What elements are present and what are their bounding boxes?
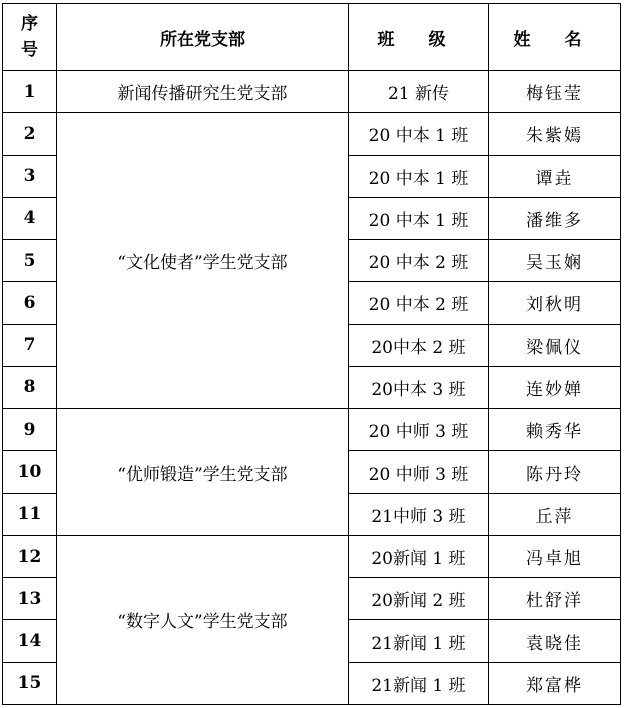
table-row [3, 71, 621, 113]
row-name: 梅钰莹 [489, 71, 621, 113]
row-name: 冯卓旭 [489, 535, 621, 577]
row-class: 20新闻 1 班 [349, 535, 489, 577]
row-class: 20 中师 3 班 [349, 409, 489, 451]
row-number: 12 [3, 535, 57, 577]
row-number: 9 [3, 409, 57, 451]
row-branch: “优师锻造”学生党支部 [57, 409, 349, 536]
row-name: 袁晓佳 [489, 620, 621, 662]
row-name: 赖秀华 [489, 409, 621, 451]
row-name: 丘萍 [489, 493, 621, 535]
row-class: 21中师 3 班 [349, 493, 489, 535]
row-number: 5 [3, 240, 57, 282]
header-class: 班 级 [349, 4, 489, 71]
row-name: 潘维多 [489, 197, 621, 239]
row-class: 21新闻 1 班 [349, 620, 489, 662]
member-table [2, 3, 621, 705]
header-index-line2: 号 [21, 40, 38, 60]
row-number: 1 [3, 71, 57, 113]
row-class: 20 中本 2 班 [349, 282, 489, 324]
table-row [3, 113, 621, 155]
row-number: 14 [3, 620, 57, 662]
row-number: 11 [3, 493, 57, 535]
row-branch: “文化使者”学生党支部 [57, 113, 349, 409]
row-class: 20中本 2 班 [349, 324, 489, 366]
header-name: 姓 名 [489, 4, 621, 71]
row-number: 8 [3, 366, 57, 408]
row-branch: “数字人文”学生党支部 [57, 535, 349, 704]
row-name: 杜舒洋 [489, 578, 621, 620]
table-row [3, 535, 621, 577]
row-name: 郑富桦 [489, 662, 621, 704]
header-branch: 所在党支部 [57, 4, 349, 71]
row-number: 3 [3, 155, 57, 197]
row-number: 10 [3, 451, 57, 493]
row-branch: 新闻传播研究生党支部 [57, 71, 349, 113]
row-name: 刘秋明 [489, 282, 621, 324]
row-class: 20新闻 2 班 [349, 578, 489, 620]
row-number: 6 [3, 282, 57, 324]
row-number: 13 [3, 578, 57, 620]
row-class: 20 中本 1 班 [349, 113, 489, 155]
row-name: 朱紫嫣 [489, 113, 621, 155]
row-class: 20中本 3 班 [349, 366, 489, 408]
row-class: 20 中本 2 班 [349, 240, 489, 282]
row-name: 连妙婵 [489, 366, 621, 408]
header-index-line1: 序 [21, 14, 38, 34]
row-class: 20 中本 1 班 [349, 155, 489, 197]
header-index [3, 4, 57, 71]
row-name: 谭垚 [489, 155, 621, 197]
row-number: 2 [3, 113, 57, 155]
row-name: 陈丹玲 [489, 451, 621, 493]
row-name: 吴玉娴 [489, 240, 621, 282]
row-number: 15 [3, 662, 57, 704]
row-class: 20 中本 1 班 [349, 197, 489, 239]
table-row [3, 409, 621, 451]
row-class: 21新闻 1 班 [349, 662, 489, 704]
row-number: 7 [3, 324, 57, 366]
row-number: 4 [3, 197, 57, 239]
row-class: 21 新传 [349, 71, 489, 113]
table-header-row [3, 4, 621, 71]
row-class: 20 中师 3 班 [349, 451, 489, 493]
row-name: 梁佩仪 [489, 324, 621, 366]
